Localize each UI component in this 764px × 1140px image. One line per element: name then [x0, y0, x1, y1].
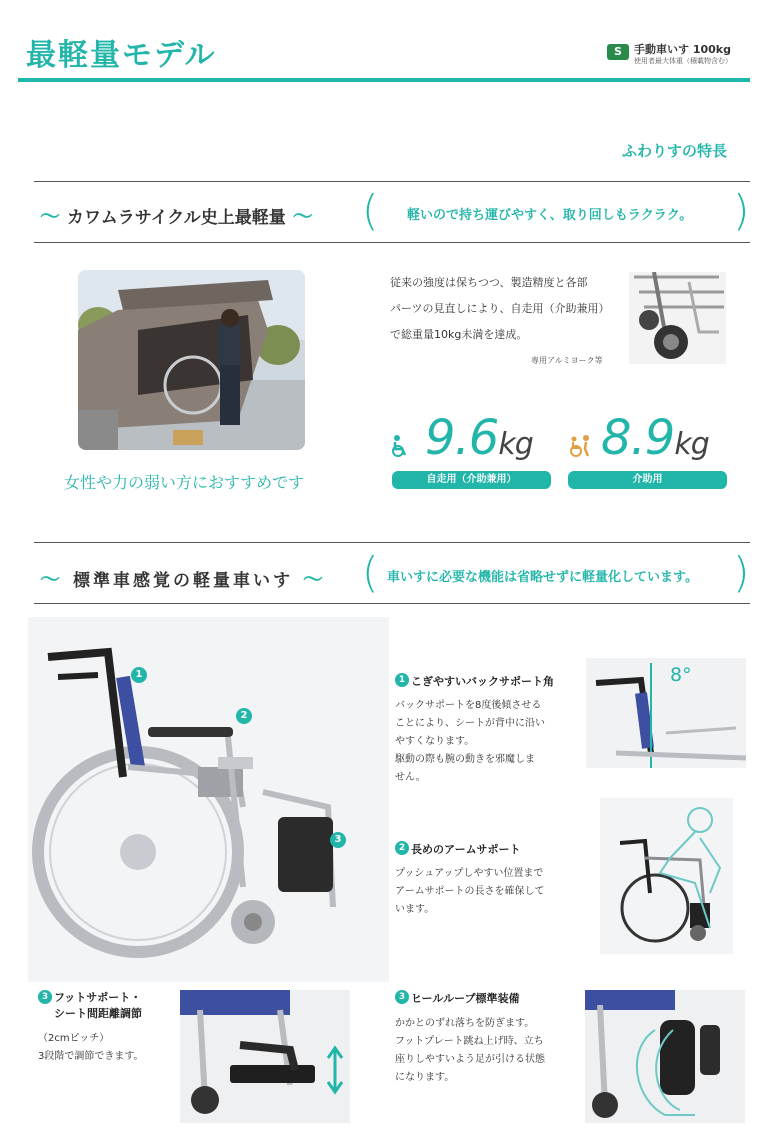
marker-3: 3 — [330, 832, 346, 848]
weight-unit: kg — [674, 427, 709, 462]
feature-line: になります。 — [395, 1072, 455, 1083]
feature-line: アームサポートの長さを確保して — [395, 886, 545, 897]
spec-note: 使用者最大体重（積載物含む） — [634, 57, 732, 65]
feature-3b-body — [395, 1015, 575, 1087]
page-title: 最軽量モデル — [26, 38, 217, 73]
feature-line: います。 — [395, 904, 435, 915]
section1-tagline: 軽いので持ち運びやすく、取り回しもラクラク。 — [407, 208, 693, 223]
yoke-photo — [629, 272, 726, 364]
weight-attendant — [601, 410, 709, 466]
marker-2: 2 — [236, 708, 252, 724]
section1-heading: 〜 カワムラサイクル史上最軽量 〜 — [40, 204, 313, 228]
feature-3b-number: 3 — [395, 990, 409, 1004]
footrest-photo — [180, 990, 350, 1123]
feature-line: 3段階で調節できます。 — [38, 1051, 144, 1062]
feature-2-title: 長めのアームサポート — [411, 843, 521, 856]
weight-value: 9.6 — [425, 410, 499, 466]
description-line: 従来の強度は保ちつつ、製造精度と各部 — [390, 276, 588, 289]
section2-heading: 〜 標準車感覚の軽量車いす 〜 — [40, 567, 326, 591]
attendant-icon — [568, 435, 592, 457]
features-title: ふわりすの特長 — [622, 142, 728, 160]
car-loading-photo — [78, 270, 305, 450]
label-self-propelled: 自走用（介助兼用） — [392, 471, 551, 489]
feature-3b-title: ヒールループ標準装備 — [411, 992, 520, 1005]
section2-heading-text: 標準車感覚の軽量車いす — [72, 571, 293, 591]
feature-line: ことにより、シートが背中に沿い — [395, 718, 545, 729]
wheelchair-main-photo — [28, 617, 389, 982]
recommend-text: 女性や力の弱い方におすすめです — [64, 473, 305, 492]
section1-bottom-rule — [34, 242, 750, 243]
section2-bottom-rule — [34, 603, 750, 604]
weight-unit: kg — [498, 427, 533, 462]
marker-1: 1 — [131, 667, 147, 683]
section2-top-rule — [34, 542, 750, 543]
feature-title-line: シート間距離調節 — [54, 1007, 142, 1020]
feature-line: かかとのずれ落ちを防ぎます。 — [395, 1018, 535, 1029]
feature-title-line: フットサポート・ — [54, 991, 142, 1004]
section2-tagline: 車いすに必要な機能は省略せずに軽量化しています。 — [387, 570, 698, 585]
push-up-photo — [600, 798, 733, 954]
feature-line: バックサポートを8度後傾させる — [395, 700, 542, 711]
weight-value: 8.9 — [601, 410, 675, 466]
angle-label: 8° — [670, 664, 692, 686]
feature-3a-title — [54, 990, 142, 1022]
section1-top-rule — [34, 181, 750, 182]
feature-3a-number: 3 — [38, 990, 52, 1004]
feature-line: フットプレート跳ね上げ時、立ち — [395, 1036, 544, 1047]
right-paren-icon: ) — [733, 186, 750, 235]
feature-2-body — [395, 865, 575, 919]
left-paren-icon: ( — [362, 548, 379, 597]
right-paren-icon: ) — [733, 548, 750, 597]
left-paren-icon: ( — [362, 186, 379, 235]
weight-self-propelled — [425, 410, 533, 466]
feature-line: せん。 — [395, 772, 426, 783]
feature-line: （2cmピッチ） — [38, 1033, 110, 1044]
header-divider — [18, 78, 750, 82]
feature-1-number: 1 — [395, 673, 409, 687]
lightweight-description — [390, 270, 625, 348]
description-line: パーツの見直しにより、自走用（介助兼用） — [390, 302, 610, 315]
feature-1-body — [395, 697, 575, 787]
section1-heading-text: カワムラサイクル史上最軽量 — [66, 208, 286, 228]
feature-line: プッシュアップしやすい位置まで — [395, 868, 544, 879]
s-mark-icon: S — [607, 44, 629, 60]
feature-2-number: 2 — [395, 841, 409, 855]
label-attendant: 介助用 — [568, 471, 727, 489]
feature-1-title: こぎやすいバックサポート角 — [411, 675, 554, 688]
description-line: で総重量10kg未満を達成。 — [390, 328, 528, 341]
feature-3a-body — [38, 1030, 178, 1066]
yoke-caption: 専用アルミヨーク等 — [531, 356, 603, 365]
spec-max-weight: 手動車いす 100kg — [634, 43, 731, 56]
backrest-angle-photo — [586, 658, 746, 768]
feature-line: 駆動の際も腕の動きを邪魔しま — [395, 754, 535, 765]
heel-loop-photo — [585, 990, 745, 1123]
self-propelled-icon — [390, 435, 410, 457]
feature-line: やすくなります。 — [395, 736, 475, 747]
feature-line: 座りしやすいよう足が引ける状態 — [395, 1054, 545, 1065]
